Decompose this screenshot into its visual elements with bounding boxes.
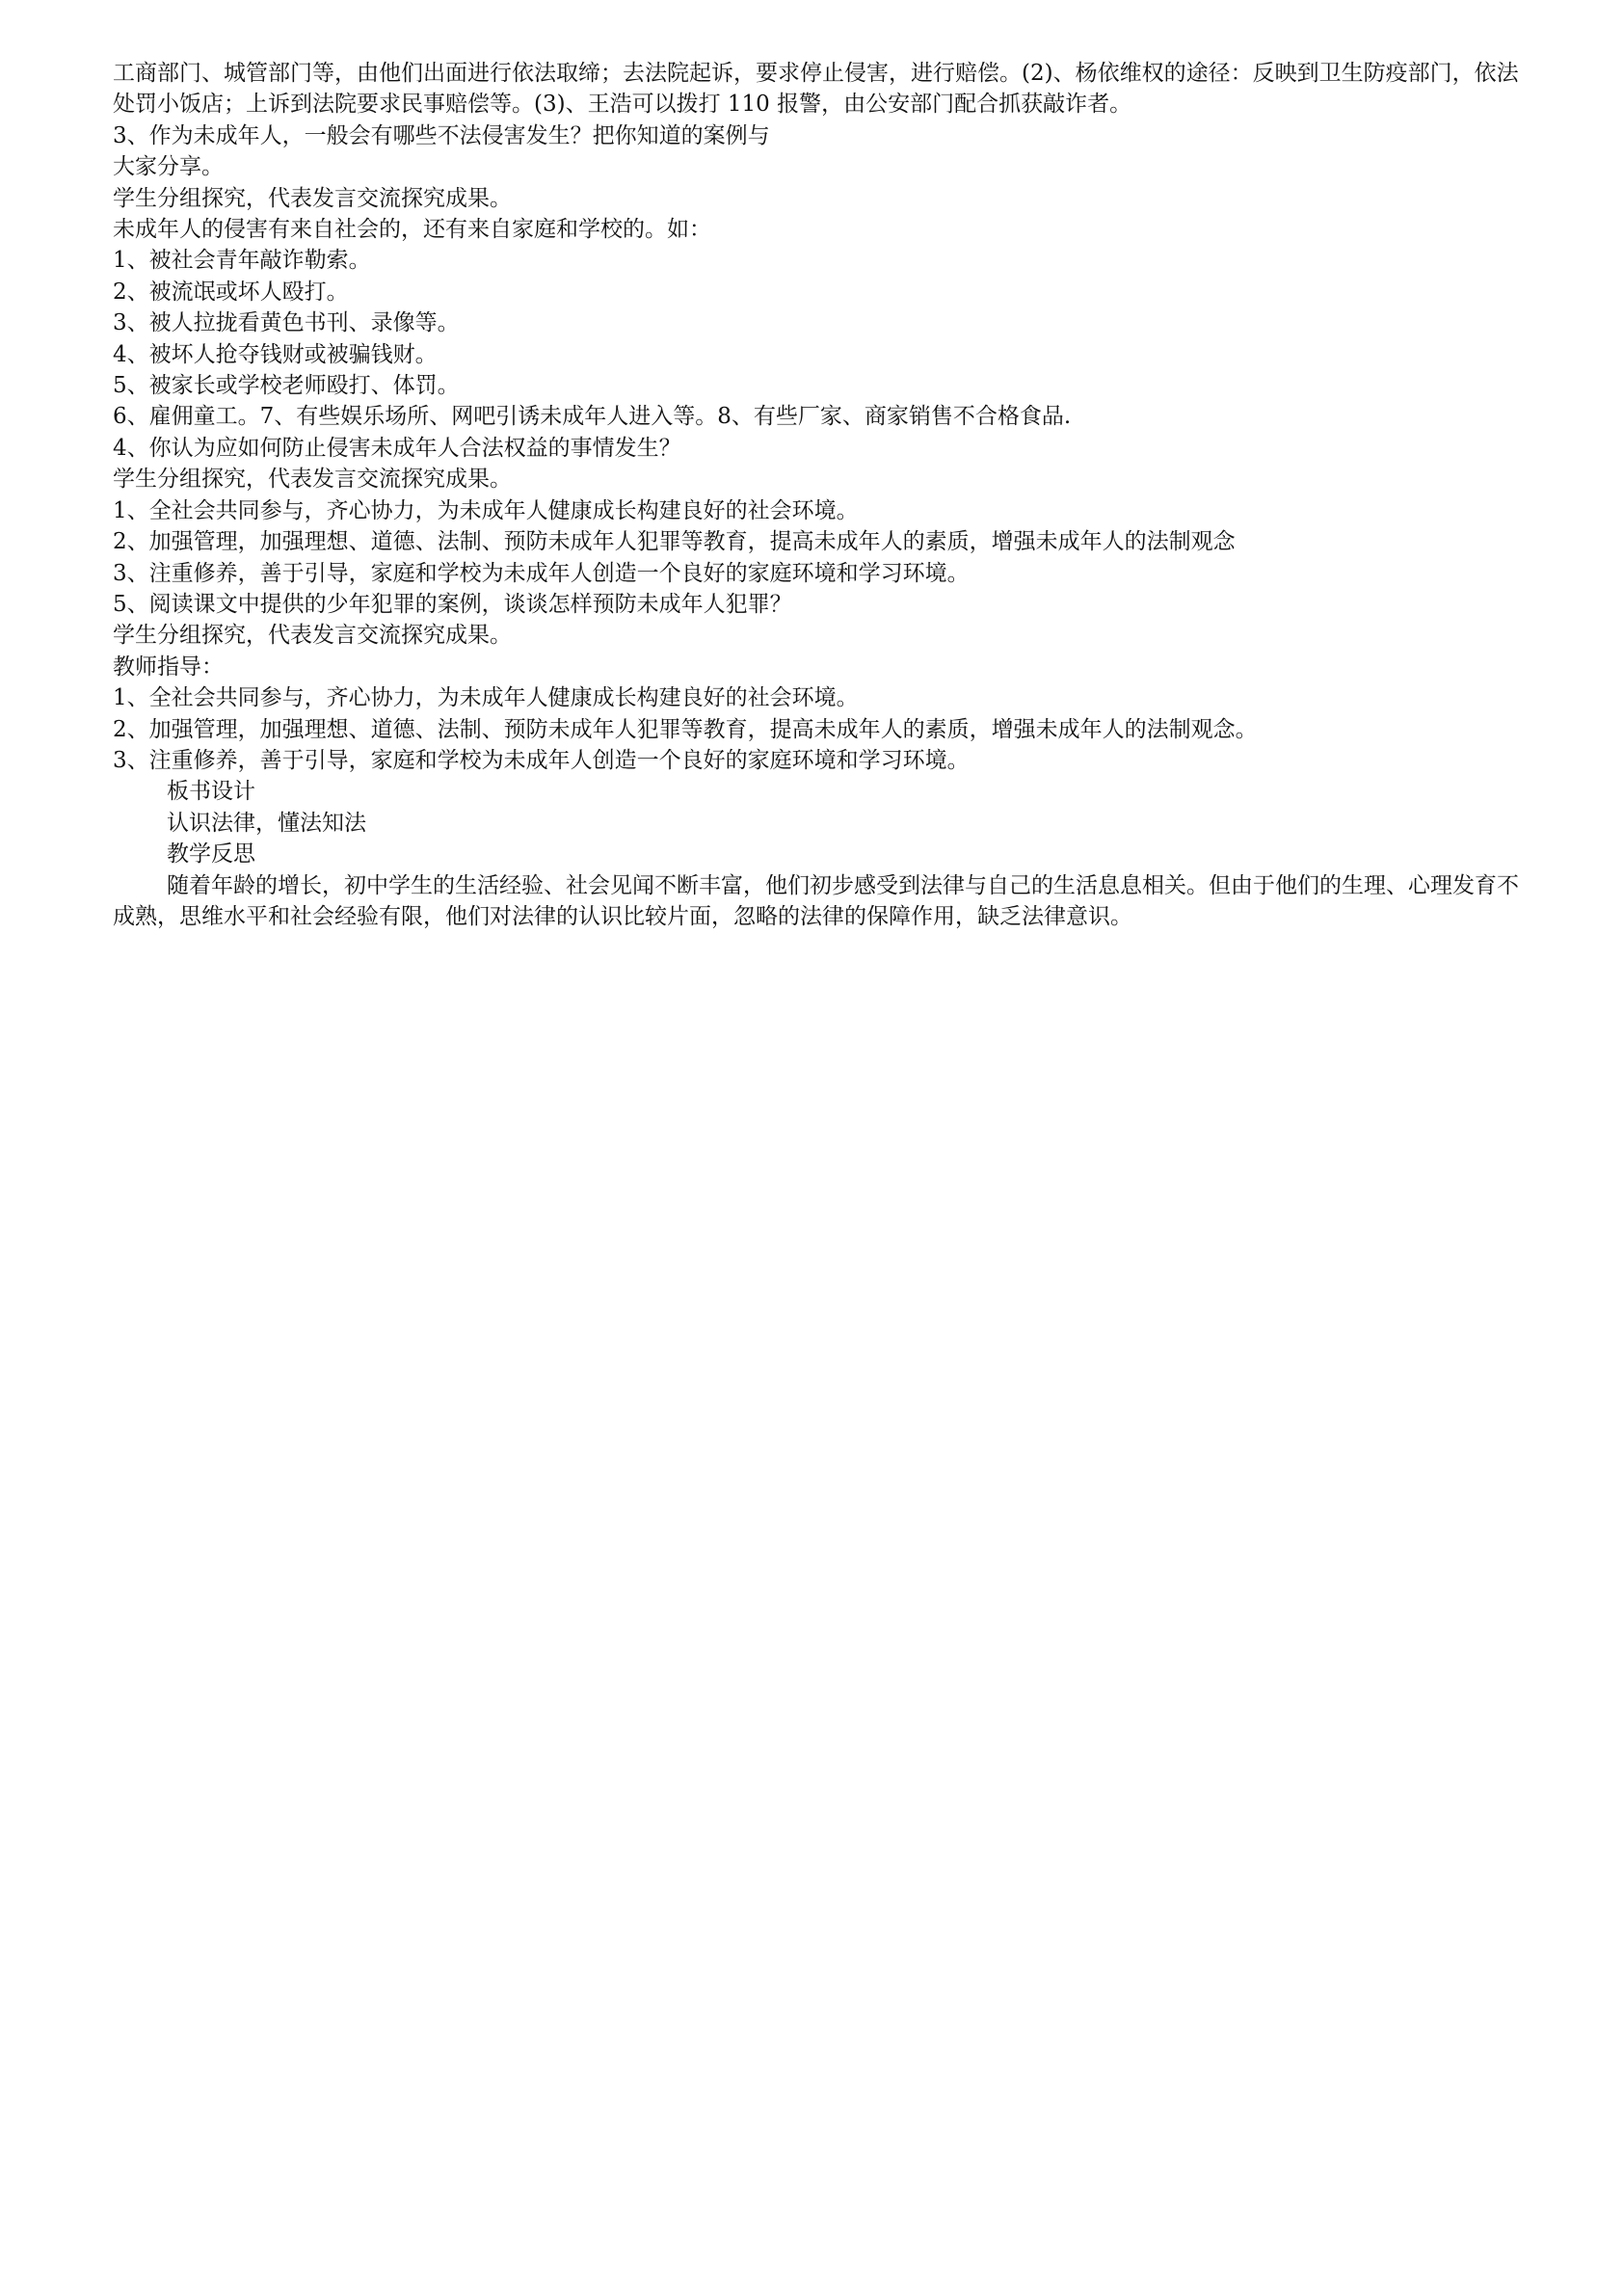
question-4: 4、你认为应如何防止侵害未成年人合法权益的事情发生？ (113, 435, 681, 461)
list-item: 4、被坏人抢夺钱财或被骗钱财。 (113, 341, 438, 367)
list-item: 2、被流氓或坏人殴打。 (113, 279, 349, 305)
blackboard-design-content: 认识法律，懂法知法 (167, 810, 366, 836)
list-item: 3、注重修养，善于引导，家庭和学校为未成年人创造一个良好的家庭环境和学习环境。 (113, 747, 970, 773)
group-discussion-note: 学生分组探究，代表发言交流探究成果。 (113, 185, 512, 211)
teaching-reflection-heading: 教学反思 (167, 841, 255, 868)
group-discussion-note: 学生分组探究，代表发言交流探究成果。 (113, 623, 512, 649)
list-item: 2、加强管理，加强理想、道德、法制、预防未成年人犯罪等教育，提高未成年人的素质，增强未成年人的法制观念 (113, 529, 1236, 555)
document-page (113, 58, 1530, 932)
list-item: 1、全社会共同参与，齐心协力，为未成年人健康成长构建良好的社会环境。 (113, 497, 859, 523)
list-item: 6、雇佣童工。7、有些娱乐场所、网吧引诱未成年人进入等。8、有些厂家、商家销售不合格食品. (113, 404, 1072, 430)
question-5: 5、阅读课文中提供的少年犯罪的案例，谈谈怎样预防未成年人犯罪？ (113, 591, 792, 617)
list-item: 5、被家长或学校老师殴打、体罚。 (113, 373, 460, 399)
question-3-line-2: 大家分享。 (113, 154, 224, 180)
list-item: 2、加强管理，加强理想、道德、法制、预防未成年人犯罪等教育，提高未成年人的素质，增强未成年人的法制观念。 (113, 716, 1258, 742)
question-3-line-1: 3、作为未成年人，一般会有哪些不法侵害发生？把你知道的案例与 (113, 122, 770, 148)
list-item: 3、注重修养，善于引导，家庭和学校为未成年人创造一个良好的家庭环境和学习环境。 (113, 560, 970, 586)
group-discussion-note: 学生分组探究，代表发言交流探究成果。 (113, 467, 512, 493)
list-item: 1、被社会青年敲诈勒索。 (113, 248, 371, 274)
blackboard-design-heading: 板书设计 (167, 779, 255, 805)
paragraph-rights-channels: 工商部门、城管部门等，由他们出面进行依法取缔；去法院起诉，要求停止侵害，进行赔偿。(2)、杨依维权的途径：反映到卫生防疫部门，依法处罚小饭店；上诉到法院要求民事赔偿等。(3)、王浩可以拨打 110 报警，由公安部门配合抓获敲诈者。 (113, 61, 1519, 118)
list-item: 3、被人拉拢看黄色书刊、录像等。 (113, 310, 460, 336)
list-item: 1、全社会共同参与，齐心协力，为未成年人健康成长构建良好的社会环境。 (113, 685, 859, 711)
teacher-guidance-heading: 教师指导： (113, 654, 224, 680)
teaching-reflection-paragraph: 随着年龄的增长，初中学生的生活经验、社会见闻不断丰富，他们初步感受到法律与自己的生活息息相关。但由于他们的生理、心理发育不成熟，思维水平和社会经验有限，他们对法律的认识比较片面，忽略的法律的保障作用，缺乏法律意识。 (113, 872, 1519, 929)
infringement-sources: 未成年人的侵害有来自社会的，还有来自家庭和学校的。如： (113, 217, 711, 243)
